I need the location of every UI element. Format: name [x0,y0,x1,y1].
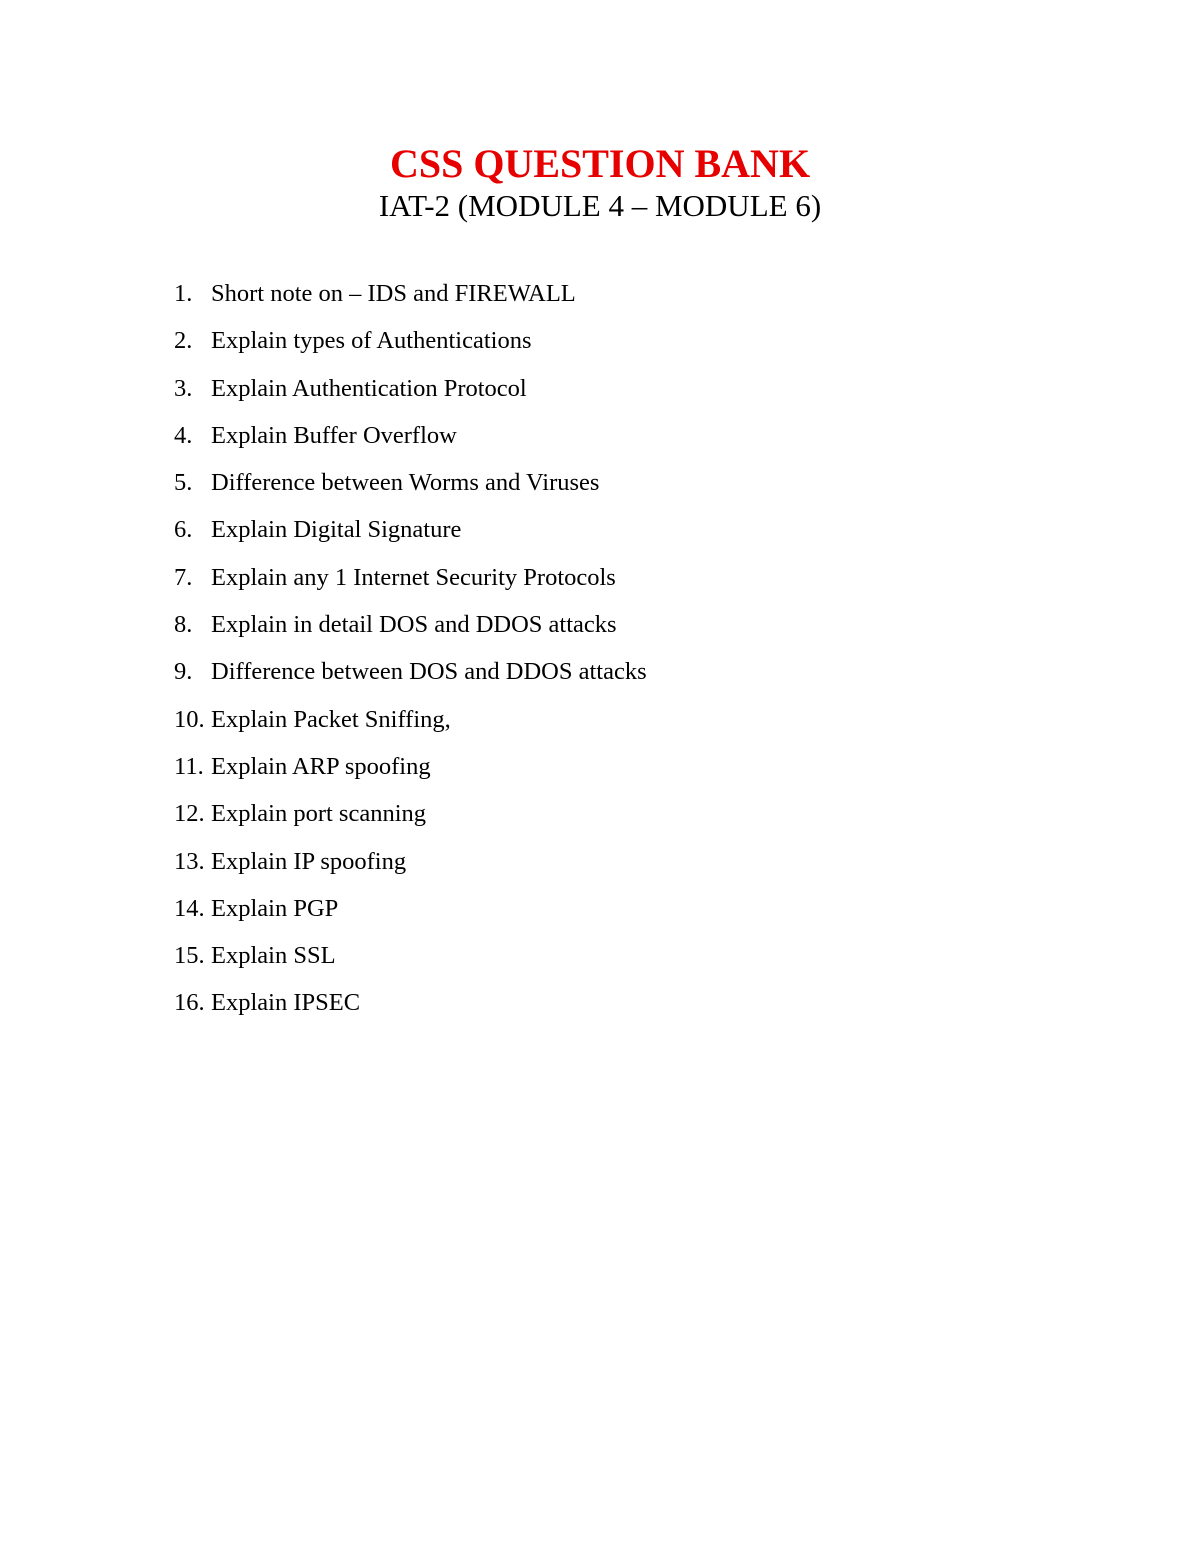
question-item [174,891,647,938]
question-text: Difference between DOS and DDOS attacks [211,658,647,686]
question-text: Explain SSL [211,942,336,970]
question-item [174,796,647,843]
question-number: 7. [174,563,193,591]
question-item [174,844,647,891]
question-item [174,371,647,418]
question-text: Explain PGP [211,894,339,922]
question-item [174,512,647,559]
question-text: Explain in detail DOS and DDOS attacks [211,611,617,639]
question-text: Difference between Worms and Viruses [211,469,600,497]
question-number: 5. [174,469,193,497]
question-number: 9. [174,658,193,686]
document-subtitle: IAT-2 (MODULE 4 – MODULE 6) [378,188,822,223]
question-number: 10. [174,705,205,733]
question-text: Explain IP spoofing [211,847,407,875]
question-text: Explain Digital Signature [211,516,462,544]
question-item [174,276,647,323]
question-number: 13. [174,847,205,875]
question-item [174,749,647,796]
question-text: Explain types of Authentications [211,327,532,355]
question-text: Explain any 1 Internet Security Protocols [211,563,616,591]
question-number: 3. [174,374,193,402]
question-text: Explain Packet Sniffing, [211,705,451,733]
question-number: 15. [174,942,205,970]
question-list [174,276,647,1033]
question-item [174,418,647,465]
question-item [174,985,647,1032]
question-item [174,323,647,370]
question-item [174,607,647,654]
question-text: Explain Authentication Protocol [211,374,527,402]
question-number: 14. [174,894,205,922]
question-item [174,465,647,512]
question-number: 4. [174,421,193,449]
question-number: 12. [174,800,205,828]
question-text: Explain Buffer Overflow [211,421,457,449]
question-number: 1. [174,280,193,307]
question-number: 11. [174,752,204,780]
question-number: 6. [174,516,193,544]
document-title: CSS QUESTION BANK [389,141,811,186]
question-item [174,560,647,607]
question-text: Explain ARP spoofing [211,752,431,780]
question-number: 2. [174,327,193,355]
question-item [174,654,647,701]
question-number: 8. [174,611,193,639]
question-text: Explain IPSEC [211,989,361,1017]
question-item [174,938,647,985]
question-text: Explain port scanning [211,800,427,828]
question-text: Short note on – IDS and FIREWALL [211,280,576,307]
question-number: 16. [174,989,205,1017]
question-item [174,702,647,749]
